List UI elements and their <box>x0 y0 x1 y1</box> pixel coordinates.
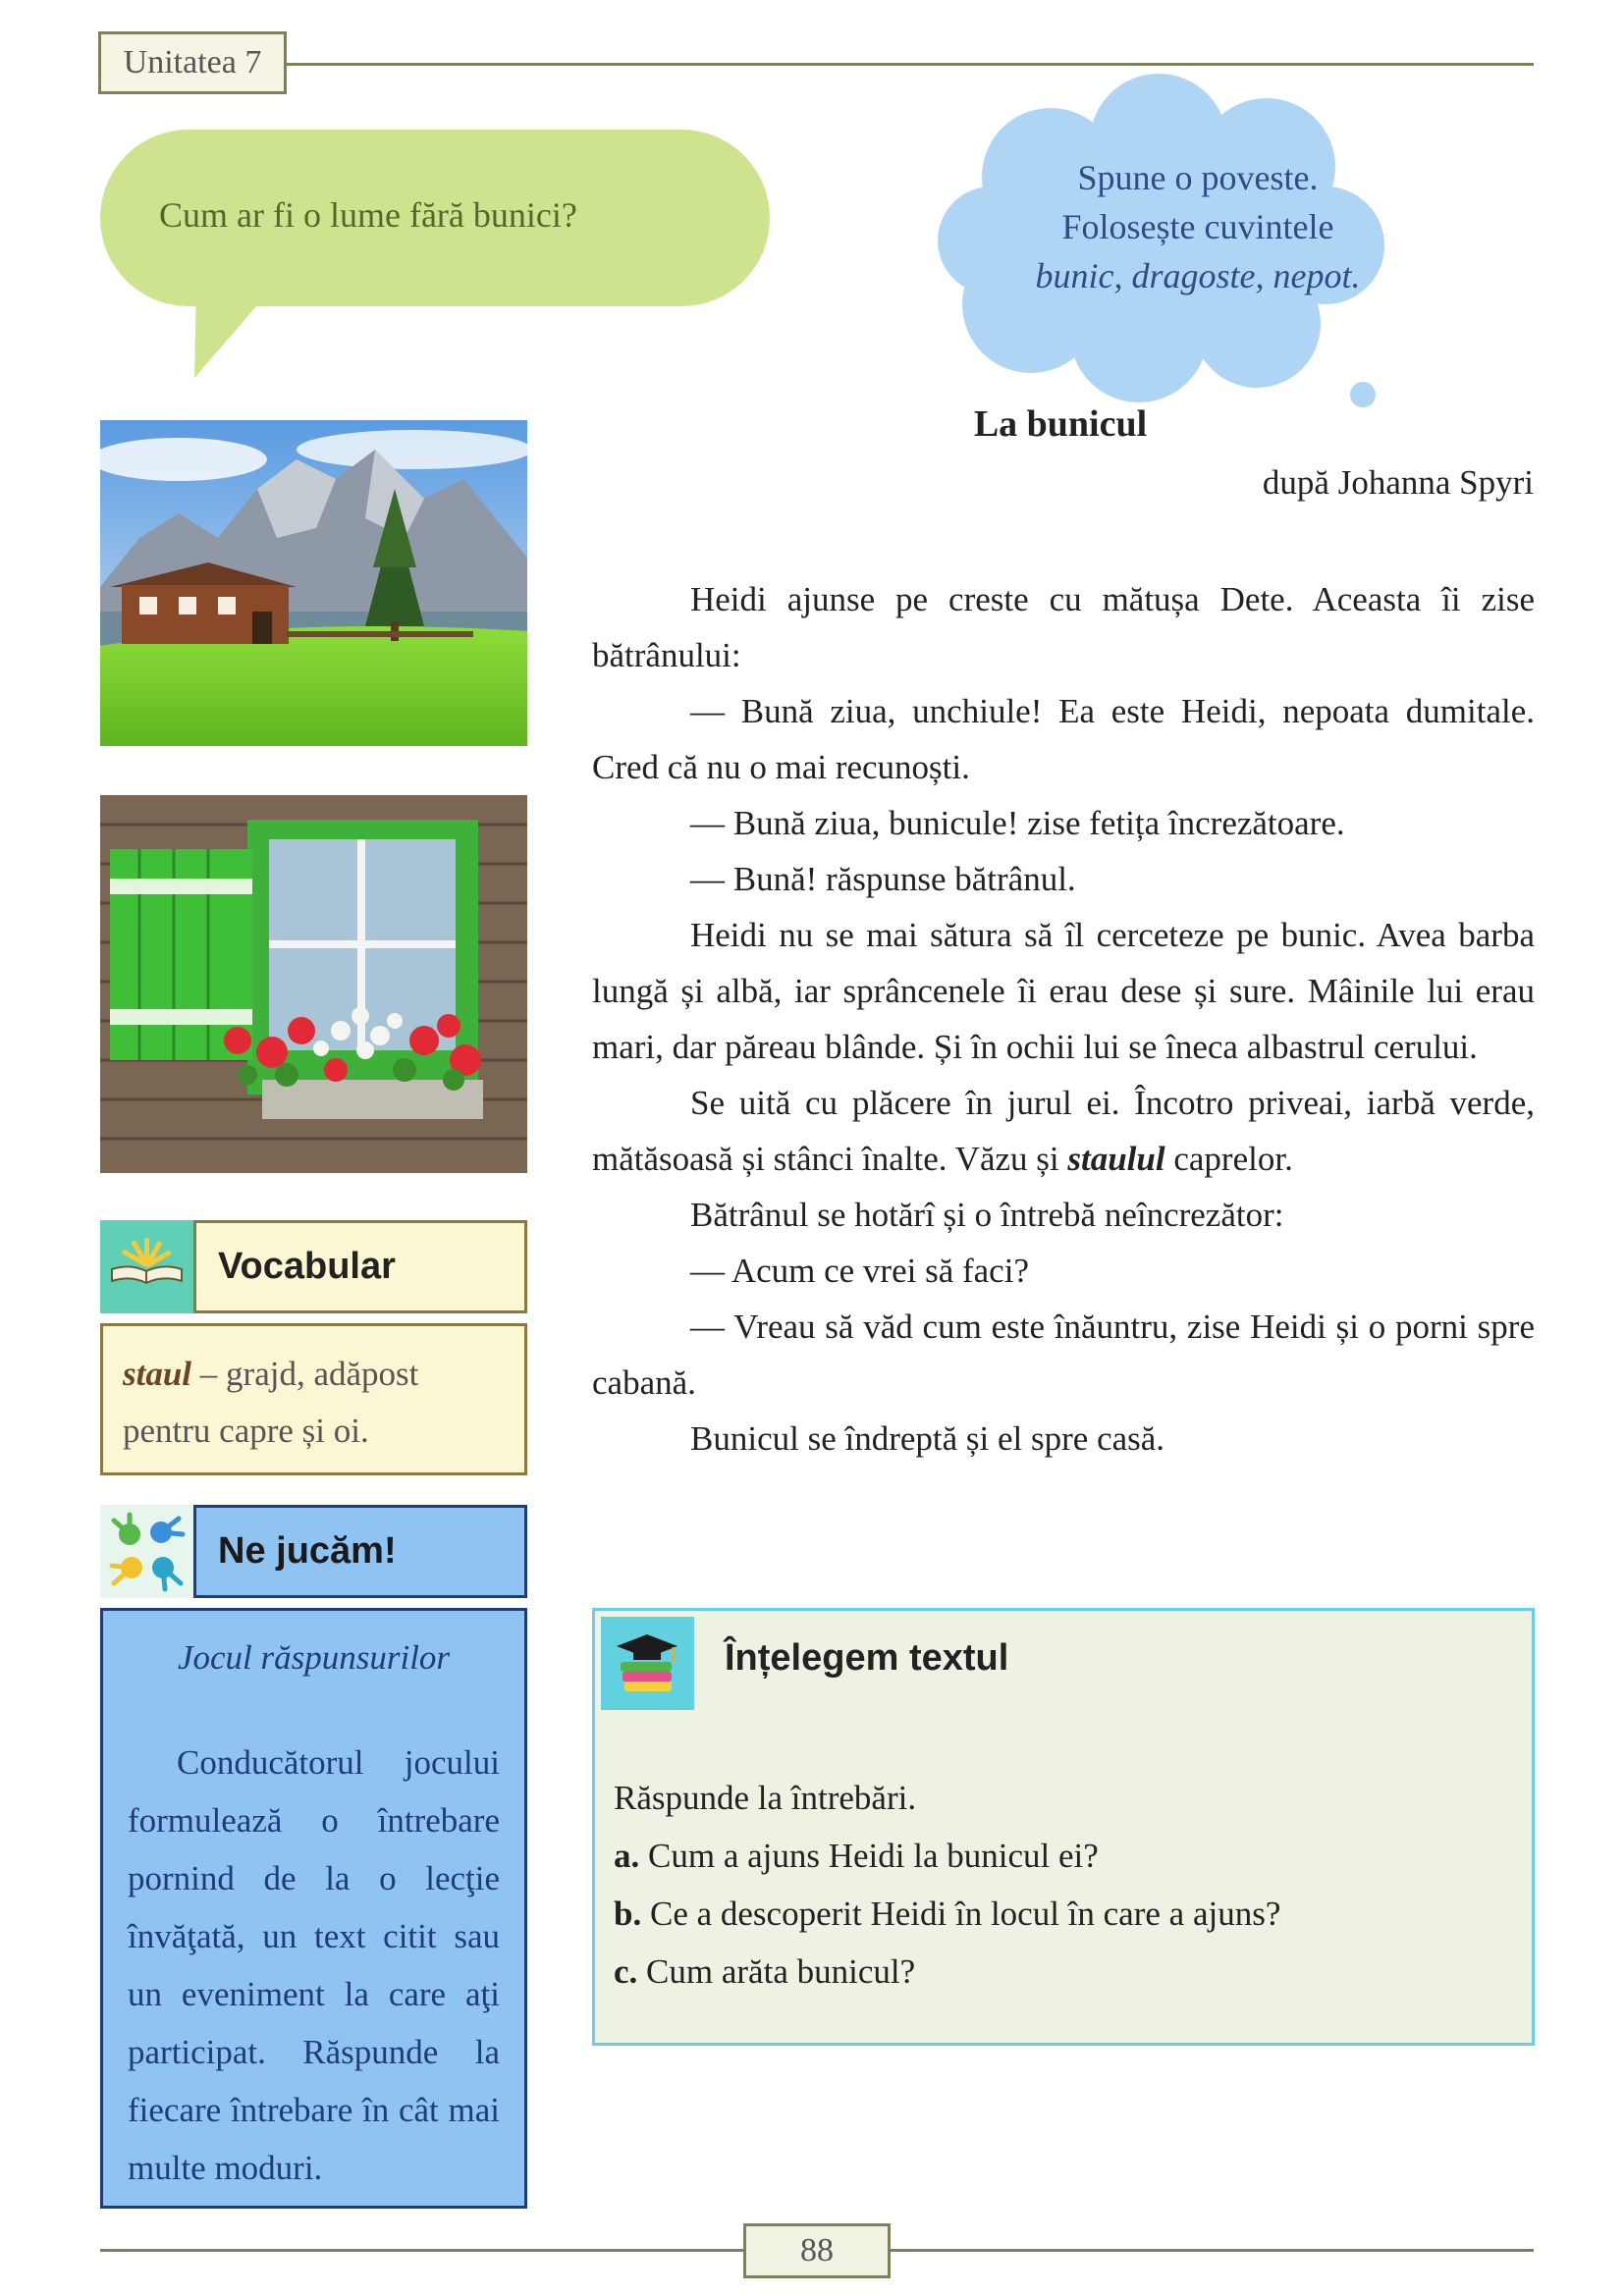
questions-instruction: Răspunde la întrebări. <box>614 1779 917 1817</box>
cloud-line-1: Spune o poveste. <box>1077 158 1319 197</box>
unit-label <box>98 31 287 94</box>
question-letter: a. <box>614 1837 640 1875</box>
cloud-line-2: Folosește cuvintele <box>1061 207 1334 246</box>
graduation-cap-books-icon <box>601 1617 694 1710</box>
footer-rule-right <box>891 2249 1534 2252</box>
story-paragraph: Bătrânul se hotărî și o întrebă neîncrezător: <box>690 1196 1284 1234</box>
page-number-text: 88 <box>800 2232 834 2269</box>
question-text: Ce a descoperit Heidi în locul în care a ajuns? <box>641 1895 1281 1933</box>
game-box <box>100 1608 527 2209</box>
story-paragraph: Bunicul se îndreptă și el spre casă. <box>690 1419 1165 1458</box>
vocab-term-highlight: staulul <box>1067 1140 1165 1178</box>
page-number <box>743 2223 891 2278</box>
comprehension-heading: Înțelegem textul <box>725 1637 1009 1679</box>
story-text-span: caprelor. <box>1164 1140 1293 1178</box>
footer-rule-left <box>100 2249 743 2252</box>
window-flowers-photo <box>100 795 527 1173</box>
story-paragraph: — Bună! răspunse bătrânul. <box>690 860 1076 898</box>
unit-label-text: Unitatea 7 <box>123 44 262 80</box>
thought-cloud-text <box>943 153 1453 300</box>
vocabulary-definition-text: – grajd, adăpost pentru capre și oi. <box>123 1355 419 1450</box>
story-paragraph: — Bună ziua, bunicule! zise fetița încrezătoare. <box>690 804 1345 842</box>
question-letter: c. <box>614 1952 638 1991</box>
vocabulary-definition <box>100 1323 527 1475</box>
hands-icon <box>100 1505 193 1598</box>
game-description: Conducătorul jocului formulează o întrebare pornind de la o lecţie învăţată, un text citit sau un eveniment la care aţi participat. Răspunde la fiecare întrebare în cât mai multe moduri. <box>128 1743 500 2187</box>
story-paragraph: Heidi ajunse pe creste cu mătușa Dete. Aceasta îi zise bătrânului: <box>592 580 1535 674</box>
question-letter: b. <box>614 1895 642 1933</box>
cloud-line-3: bunic, dragoste, nepot. <box>1035 256 1361 295</box>
vocabulary-term: staul <box>123 1355 192 1393</box>
speech-bubble-text: Cum ar fi o lume fără bunici? <box>159 195 577 235</box>
mountain-cabin-photo <box>100 420 527 746</box>
story-paragraph: — Vreau să văd cum este înăuntru, zise Heidi și o porni spre cabană. <box>592 1308 1535 1402</box>
questions-list <box>614 1769 1497 2001</box>
question-text: Cum arăta bunicul? <box>637 1952 916 1991</box>
question-item <box>614 1943 1497 2001</box>
question-item <box>614 1827 1497 1885</box>
question-item <box>614 1885 1497 1943</box>
open-book-icon <box>100 1220 193 1313</box>
header-rule <box>287 63 1534 66</box>
story-paragraph: — Bună ziua, unchiule! Ea este Heidi, nepoata dumitale. Cred că nu o mai recunoști. <box>592 692 1535 786</box>
story-paragraph <box>592 1075 1535 1187</box>
vocabulary-heading: Vocabular <box>193 1220 527 1313</box>
game-heading: Ne jucăm! <box>193 1505 527 1598</box>
story-text <box>592 571 1535 1467</box>
story-author: după Johanna Spyri <box>1262 463 1534 502</box>
story-title: La bunicul <box>973 403 1148 445</box>
story-paragraph: — Acum ce vrei să faci? <box>690 1252 1029 1290</box>
question-text: Cum a ajuns Heidi la bunicul ei? <box>639 1837 1099 1875</box>
story-text-span: Se uită cu plăcere în jurul ei. Încotro priveai, iarbă verde, mătăsoasă și stânci înalte. Văzu și <box>592 1084 1535 1178</box>
story-paragraph: Heidi nu se mai sătura să îl cerceteze pe bunic. Avea barba lungă și albă, iar sprâncenele îi erau dese și sure. Mâinile lui erau mari, dar păreau blânde. Și în ochii lui se îneca albastrul cerului. <box>592 916 1535 1066</box>
game-title: Jocul răspunsurilor <box>177 1638 451 1677</box>
